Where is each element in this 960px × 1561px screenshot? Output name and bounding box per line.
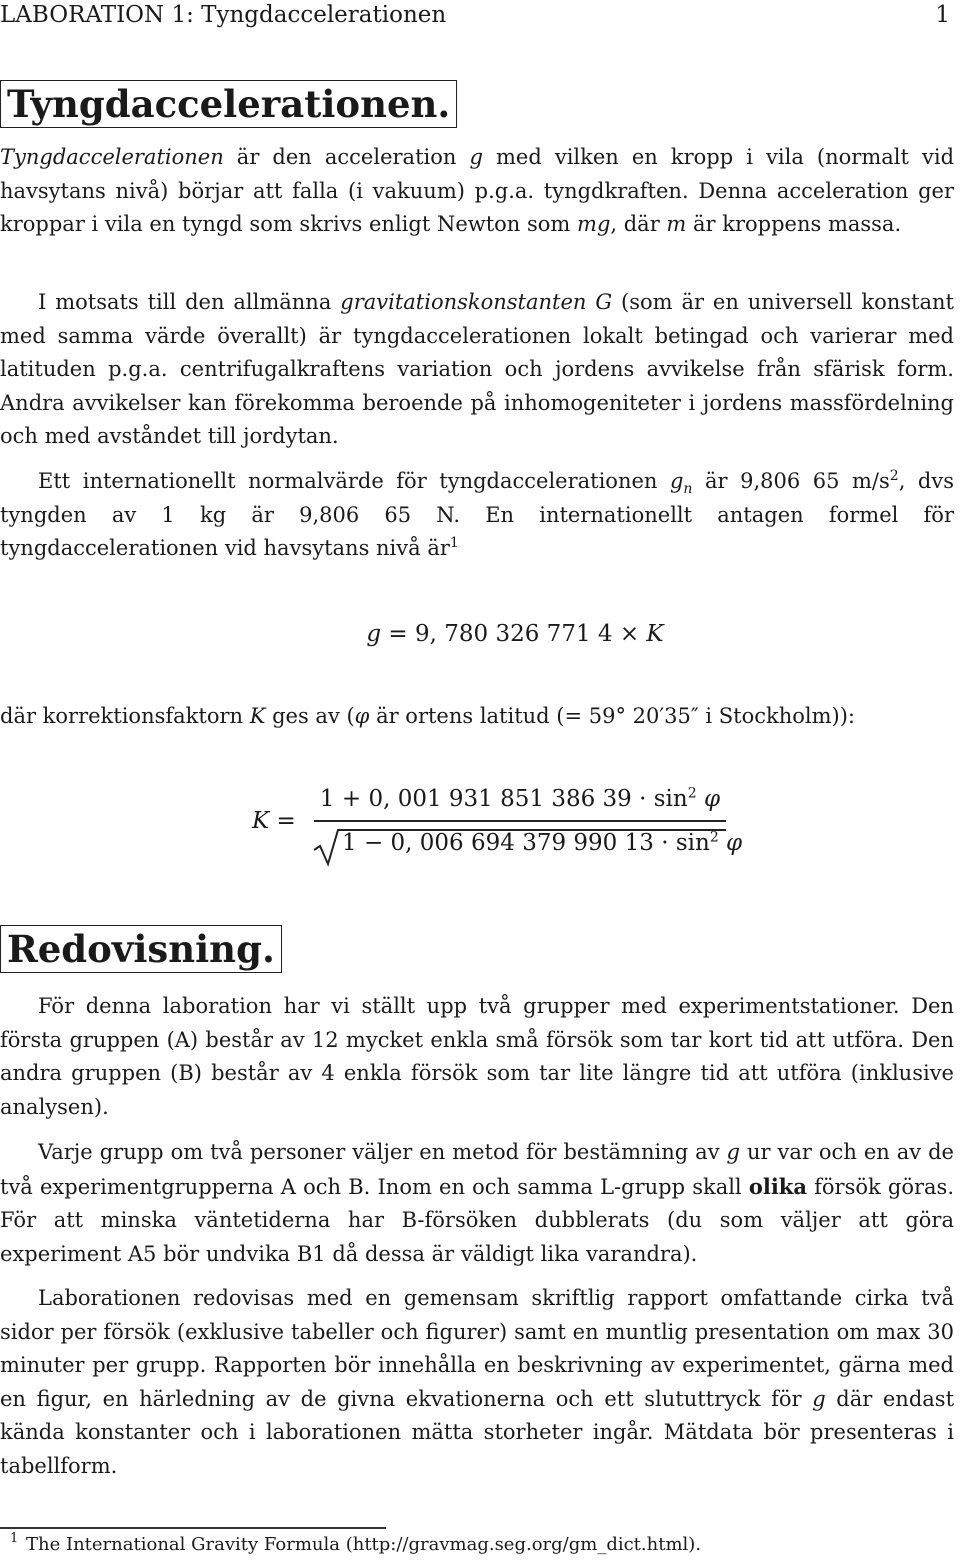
paragraph-text: För denna laboration har vi ställt upp två grupper med experimentstationer. Den första gruppen (A) består av 12 mycket enkla små försök som tar kort tid att utföra. Den andra gruppen (B) består av 4 enkla försök som tar lite längre tid att utföra (inklusive analysen). (0, 994, 954, 1119)
math-symbol: g (366, 621, 382, 647)
fraction-denominator (342, 830, 742, 856)
paragraph (0, 1136, 954, 1271)
footnote-reference: 1 (449, 535, 459, 551)
emphasis-bold: olika (748, 1173, 807, 1199)
equation-gravity-formula (0, 616, 960, 652)
section-heading-box (0, 925, 282, 973)
paragraph-text: är den acceleration (223, 145, 470, 169)
paragraph-text: ur var och en av de två experimentgrupperna A och B. Inom en och samma L-grupp skall (0, 1140, 954, 1199)
paragraph-text: ges av ( (265, 704, 355, 728)
denominator-text: 1 − 0, 006 694 379 990 13 · sin (342, 830, 710, 856)
defined-term: Tyngdaccelerationen (0, 145, 224, 169)
running-title: LABORATION 1: Tyngdaccelerationen (0, 2, 447, 28)
math-symbol: K (252, 808, 270, 834)
paragraph-text: (som är en universell konstant med samma värde överallt) är tyngdaccelerationen lokalt betingad och varierar med latituden p.g.a. centrifugalkraftens variation och jordens avvikelse från sfärisk form. Andra avvikelser kan förekomma beroende på inhomogeniteter i jordens massfördelning och med avståndet till jordytan. (0, 290, 954, 448)
paragraph-text: Laborationen redovisas med en gemensam skriftlig rapport omfattande cirka två sidor per försök (exklusive tabeller och figurer) samt en muntlig presentation om max 30 minuter per grupp. Rapporten bör innehålla en beskrivning av experimentet, gärna med en figur, en härledning av de givna ekvationerna och ett slututtryck för (0, 1286, 954, 1411)
paragraph-text: där endast kända konstanter och i laborationen mätta storheter ingår. Mätdata bör presenteras i tabellform. (0, 1386, 955, 1478)
math-symbol: φ (703, 786, 721, 812)
paragraph (0, 700, 954, 734)
math-symbol: K (646, 621, 664, 647)
math-symbol: mg (577, 212, 611, 236)
paragraph-text: är 9,806 65 m/s (692, 469, 890, 493)
paragraph-text: är kroppens massa. (686, 212, 902, 236)
paragraph-text: , dvs tyngden av 1 kg är 9,806 65 N. En internationellt antagen formel för tyngdaccelerationen vid havsytans nivå är (0, 469, 954, 560)
math-symbol: K (249, 704, 266, 728)
math-superscript: 2 (889, 468, 899, 484)
math-symbol: g (469, 145, 483, 169)
paragraph (0, 1282, 954, 1483)
footnote-rule (0, 1527, 386, 1529)
math-superscript: 2 (687, 785, 697, 802)
paragraph (0, 990, 954, 1124)
numerator-text: 1 + 0, 001 931 851 386 39 · sin (319, 786, 688, 812)
paragraph-text: där korrektionsfaktorn (0, 704, 250, 728)
paragraph-text: Ett internationellt normalvärde för tyngdaccelerationen (38, 469, 670, 493)
section-title: Redovisning. (7, 927, 275, 971)
paragraph (0, 465, 954, 566)
footnote-mark: 1 (10, 1531, 19, 1546)
section-heading-box (0, 80, 457, 128)
paragraph-text: försök göras. För att minska väntetiderna har B-försöken dubblerats (du som väljer att göra experiment A5 bör undvika B1 då dessa är väldigt lika varandra). (0, 1174, 954, 1266)
math-symbol: G (595, 290, 613, 314)
paragraph (0, 286, 954, 454)
equals-sign: = (269, 808, 296, 834)
math-symbol: φ (354, 704, 370, 728)
paragraph-text: Varje grupp om två personer väljer en metod för bestämning av (38, 1140, 727, 1164)
paragraph-text: är ortens latitud (= 59° 20′35″ i Stockholm)): (369, 704, 855, 728)
math-subscript: n (683, 481, 693, 498)
math-symbol: m (666, 212, 687, 236)
running-header (0, 0, 950, 30)
equation-body: = 9, 780 326 771 4 × (381, 621, 647, 647)
paragraph-text: , där (610, 212, 667, 236)
footnote-text: The International Gravity Formula (http://gravmag.seg.org/gm_dict.html). (26, 1534, 702, 1555)
equation-correction-factor (252, 780, 743, 880)
math-symbol: g (726, 1140, 740, 1164)
section-title: Tyngdaccelerationen. (7, 82, 451, 126)
footnote (10, 1531, 702, 1557)
page-number: 1 (935, 2, 950, 28)
fraction-numerator (314, 786, 726, 812)
paragraph-text: med vilken en kropp i vila (normalt vid havsytans nivå) börjar att falla (i vakuum) p.g.a. tyngdkraften. Denna acceleration ger kroppar i vila en tyngd som skrivs enligt Newton som (0, 145, 955, 236)
math-superscript: 2 (709, 829, 719, 846)
paragraph-text (586, 290, 595, 314)
math-symbol: φ (726, 830, 743, 856)
math-symbol: g (812, 1386, 826, 1411)
fraction-bar (314, 820, 726, 822)
math-symbol: g (669, 469, 684, 493)
paragraph-text: I motsats till den allmänna (38, 290, 341, 314)
defined-term: gravitationskonstanten (340, 290, 587, 314)
paragraph (0, 141, 954, 242)
